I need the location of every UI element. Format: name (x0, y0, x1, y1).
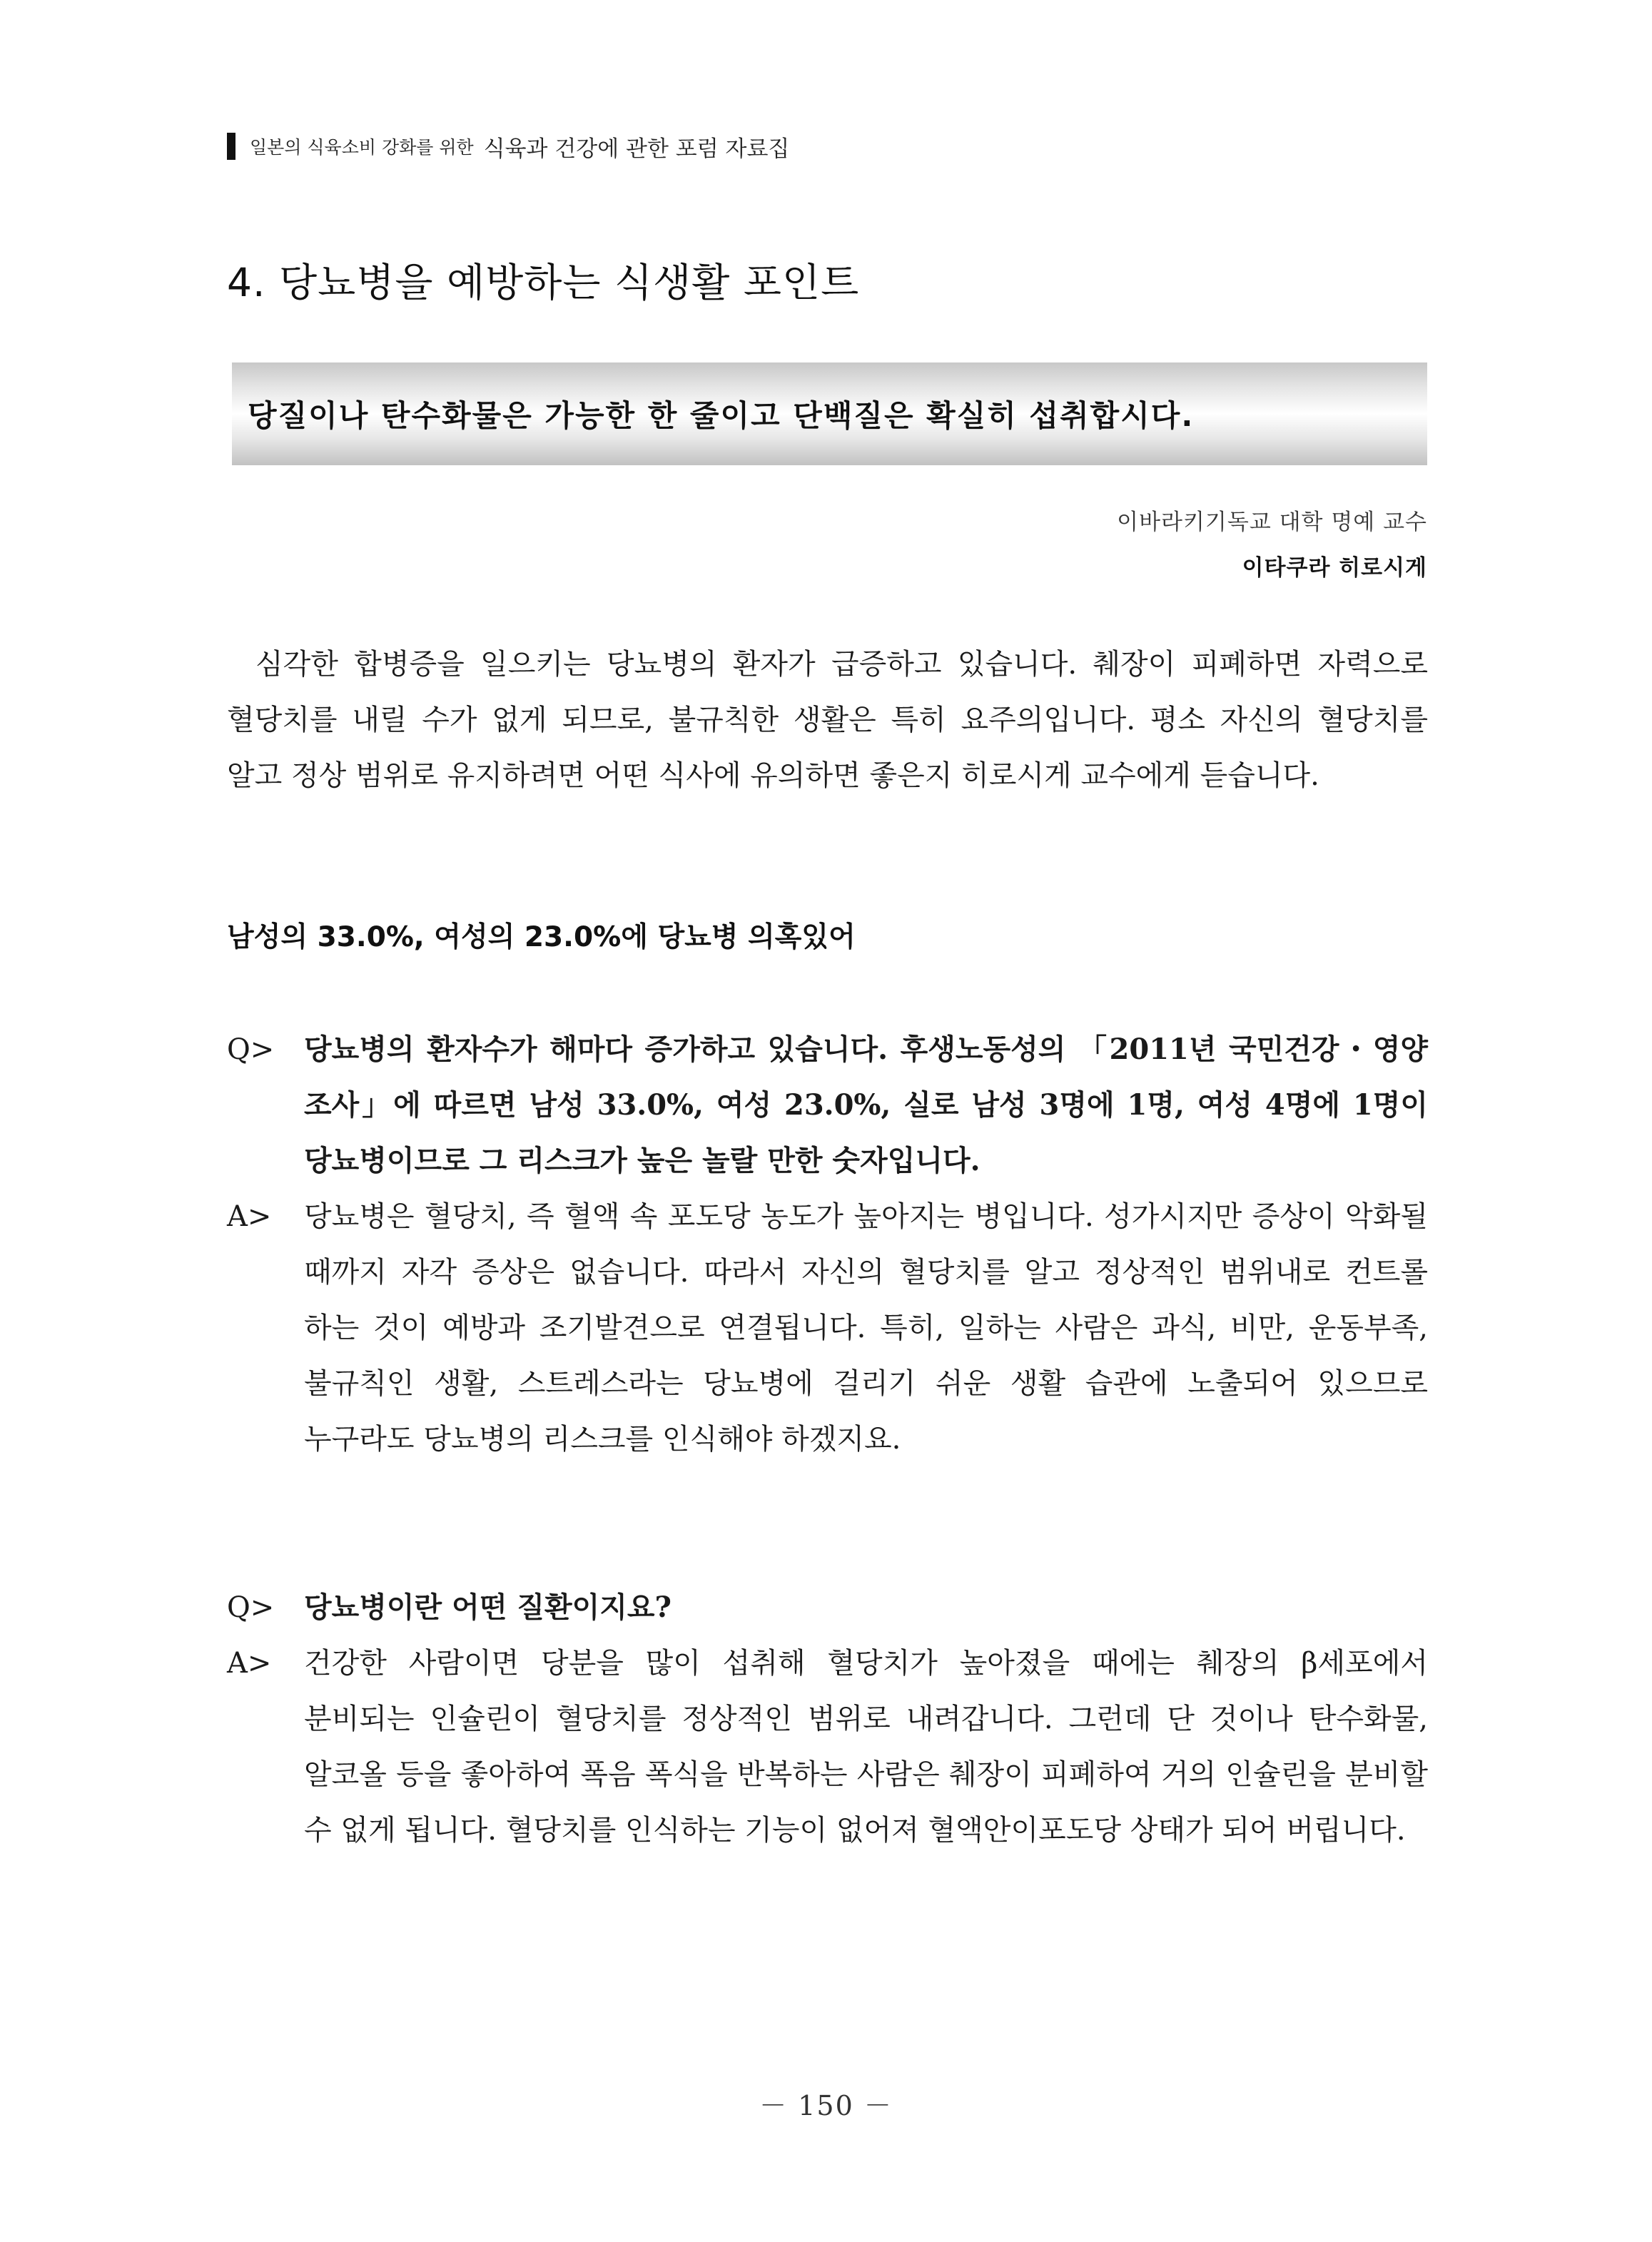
page-number: － 150 － (759, 2090, 893, 2121)
qa-block-2 (227, 1580, 1428, 1858)
answer-row (227, 1635, 1428, 1858)
answer-row (227, 1189, 1428, 1467)
question-text: 당뇨병이란 어떤 질환이지요? (304, 1591, 672, 1624)
answer-text: 건강한 사람이면 당분을 많이 섭취해 혈당치가 높아졌을 때에는 췌장의 β세포에서 분비되는 인슐린이 혈당치를 정상적인 범위로 내려갑니다. 그런데 단 것이나 탄수화물, 알코올 등을 좋아하여 폭음 폭식을 반복하는 사람은 췌장이 피폐하여 거의 인슐린을 분비할 수 없게 됩니다. 혈당치를 인식하는 기능이 없어져 혈액안이포도당 상태가 되어 버립니다. (304, 1647, 1428, 1847)
section-title: 4. 당뇨병을 예방하는 식생활 포인트 (227, 260, 860, 305)
question-row (227, 1022, 1428, 1189)
author-name: 이타쿠라 히로시게 (1242, 555, 1427, 581)
author-affiliation: 이바라키기독교 대학 명예 교수 (1117, 509, 1427, 535)
highlight-banner (232, 362, 1427, 465)
running-header-large-text: 식육과 건강에 관한 포럼 자료집 (483, 136, 790, 162)
banner-text: 당질이나 탄수화물은 가능한 한 줄이고 단백질은 확실히 섭취합시다. (248, 398, 1195, 433)
intro-paragraph: 심각한 합병증을 일으키는 당뇨병의 환자가 급증하고 있습니다. 췌장이 피폐하면 자력으로 혈당치를 내릴 수가 없게 되므로, 불규칙한 생활은 특히 요주의입니다. 평소 자신의 혈당치를 알고 정상 범위로 유지하려면 어떤 식사에 유의하면 좋은지 히로시게 교수에게 듣습니다. (227, 648, 1428, 792)
answer-text: 당뇨병은 혈당치, 즉 혈액 속 포도당 농도가 높아지는 병입니다. 성가시지만 증상이 악화될 때까지 자각 증상은 없습니다. 따라서 자신의 혈당치를 알고 정상적인 범위내로 컨트롤 하는 것이 예방과 조기발견으로 연결됩니다. 특히, 일하는 사람은 과식, 비만, 운동부족, 불규칙인 생활, 스트레스라는 당뇨병에 걸리기 쉬운 생활 습관에 노출되어 있으므로 누구라도 당뇨병의 리스크를 인식해야 하겠지요. (304, 1200, 1428, 1456)
answer-label: A> (227, 1647, 272, 1680)
question-row (227, 1580, 1428, 1635)
header-bar-mark (227, 133, 235, 160)
running-header-small-text: 일본의 식육소비 강화를 위한 (250, 137, 474, 158)
running-header (227, 128, 789, 164)
qa-block-1 (227, 1022, 1428, 1467)
answer-label: A> (227, 1200, 272, 1233)
question-label: Q> (227, 1033, 275, 1066)
subheading: 남성의 33.0%, 여성의 23.0%에 당뇨병 의혹있어 (227, 921, 856, 953)
question-text: 당뇨병의 환자수가 해마다 증가하고 있습니다. 후생노동성의 「2011년 국민건강・영양 조사」에 따르면 남성 33.0%, 여성 23.0%, 실로 남성 3명에 1명, 여성 4명에 1명이 당뇨병이므로 그 리스크가 높은 놀랄 만한 숫자입니다. (304, 1033, 1428, 1177)
question-label: Q> (227, 1591, 275, 1624)
